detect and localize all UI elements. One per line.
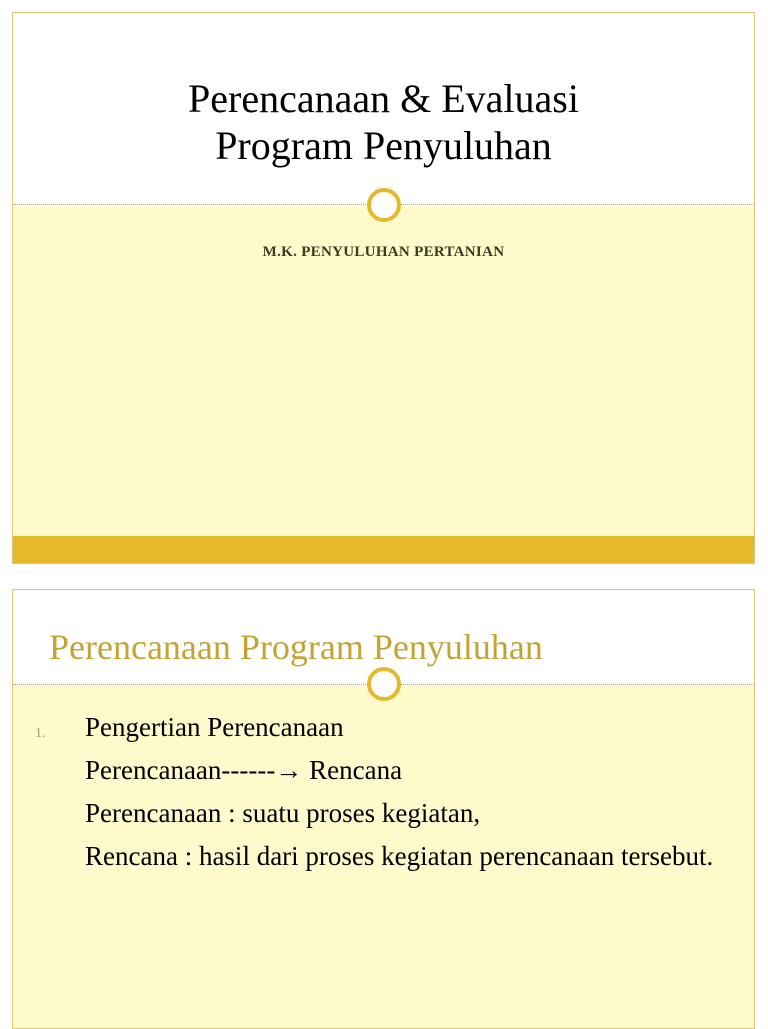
title-line-2: Program Penyuluhan <box>215 123 552 168</box>
ring-ornament-icon <box>367 667 401 701</box>
content-slide <box>12 589 755 1029</box>
course-subtitle: M.K. PENYULUHAN PERTANIAN <box>262 244 505 260</box>
body-line: Perencanaan : suatu proses kegiatan, <box>85 798 481 828</box>
slide-heading: Perencanaan Program Penyuluhan <box>49 627 543 667</box>
ring-ornament-icon <box>367 188 401 222</box>
footer-accent-bar <box>13 536 754 563</box>
title-slide <box>12 12 755 564</box>
body-line: Perencanaan------→ Rencana <box>85 755 403 785</box>
list-number: 1. <box>35 726 46 741</box>
title-line-1: Perencanaan & Evaluasi <box>188 76 579 121</box>
presentation-title <box>13 75 754 169</box>
content-body <box>85 710 735 882</box>
body-line: Pengertian Perencanaan <box>85 712 344 742</box>
body-line: Rencana : hasil dari proses kegiatan perencanaan tersebut. <box>85 841 714 871</box>
